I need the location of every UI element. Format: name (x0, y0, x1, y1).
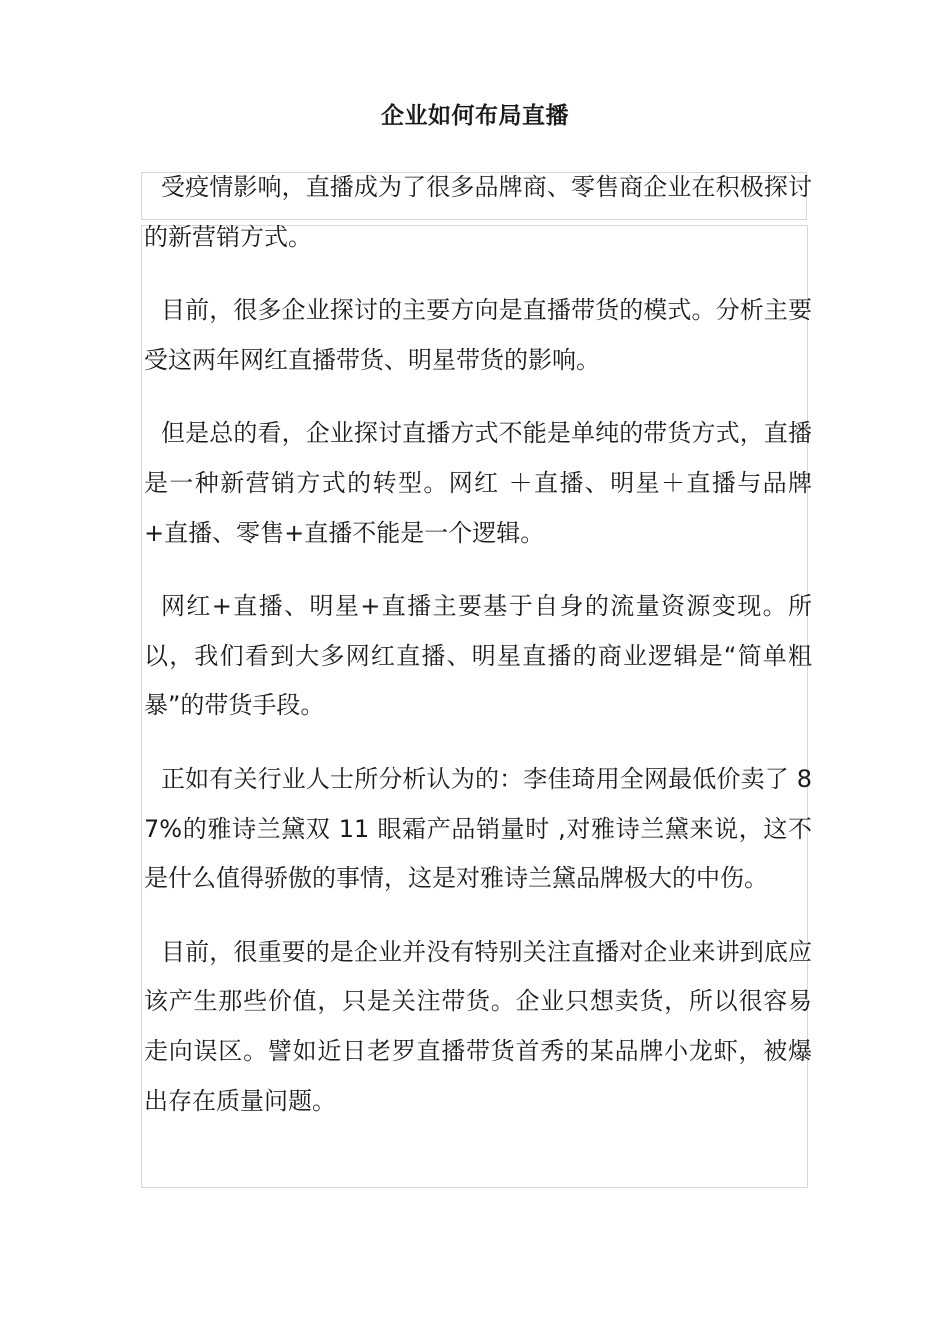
paragraph-6: 目前，很重要的是企业并没有特别关注直播对企业来讲到底应该产生那些价值，只是关注带货。企业只想卖货，所以很容易走向误区。譬如近日老罗直播带货首秀的某品牌小龙虾，被爆出存在质量问题。 (144, 937, 812, 1115)
paragraph-5: 正如有关行业人士所分析认为的：李佳琦用全网最低价卖了 87%的雅诗兰黛双 11 眼霜产品销量时 ,对雅诗兰黛来说，这不是什么值得骄傲的事情，这是对雅诗兰黛品牌极大的中伤。 (144, 764, 812, 893)
paragraph-3: 但是总的看，企业探讨直播方式不能是单纯的带货方式，直播是一种新营销方式的转型。网红 ＋直播、明星＋直播与品牌+直播、零售+直播不能是一个逻辑。 (144, 419, 812, 547)
document-title: 企业如何布局直播 (381, 103, 569, 129)
paragraph-2: 目前，很多企业探讨的主要方向是直播带货的模式。分析主要受这两年网红直播带货、明星带货的影响。 (144, 296, 812, 374)
paragraph-1: 受疫情影响，直播成为了很多品牌商、零售商企业在积极探讨的新营销方式。 (144, 173, 812, 251)
paragraph-4: 网红+直播、明星+直播主要基于自身的流量资源变现。所以，我们看到大多网红直播、明星直播的商业逻辑是“简单粗暴”的带货手段。 (144, 592, 812, 720)
document-body (144, 163, 812, 1150)
